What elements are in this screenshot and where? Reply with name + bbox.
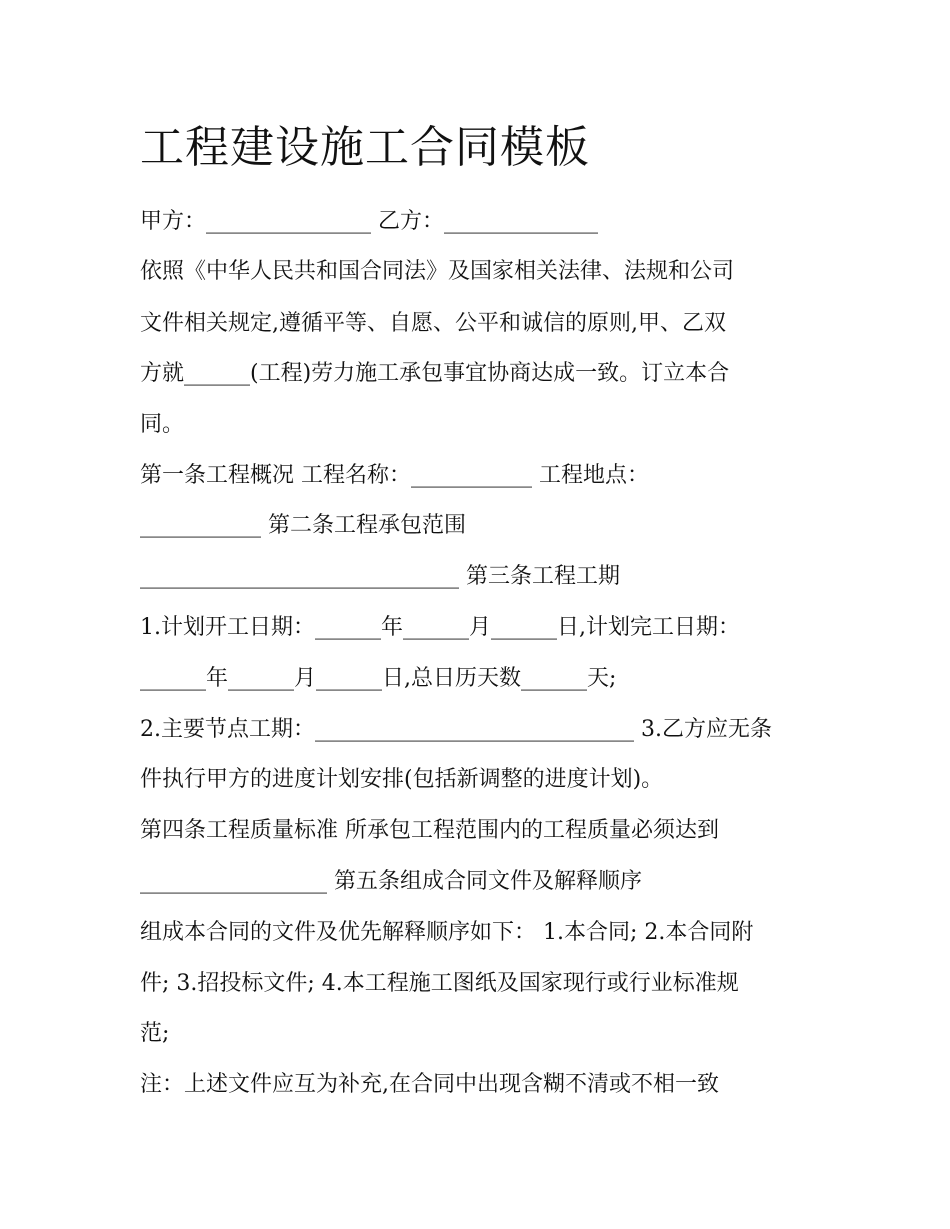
- article-2-line: ___________ 第二条工程承包范围: [140, 513, 466, 538]
- note-line: 注：上述文件应互为补充,在合同中出现含糊不清或不相一致: [140, 1072, 719, 1097]
- body-text-line: 件执行甲方的进度计划安排(包括新调整的进度计划)。: [140, 767, 664, 792]
- milestone-line: 2.主要节点工期：_____________________________ 3.乙方应无条: [140, 717, 772, 742]
- party-line: 甲方：_______________ 乙方：______________: [140, 209, 598, 234]
- article-3-line: _____________________________ 第三条工程工期: [140, 564, 620, 589]
- body-text-line: 范;: [140, 1021, 170, 1046]
- document-title: 工程建设施工合同模板: [140, 122, 590, 173]
- end-date-line: ______年______月______日,总日历天数______天;: [140, 666, 617, 691]
- body-text-line: 组成本合同的文件及优先解释顺序如下： 1.本合同; 2.本合同附: [140, 920, 754, 945]
- article-4-line: 第四条工程质量标准 所承包工程范围内的工程质量必须达到: [140, 818, 719, 843]
- body-text-line: 文件相关规定,遵循平等、自愿、公平和诚信的原则,甲、乙双: [140, 311, 726, 336]
- article-5-line: _________________ 第五条组成合同文件及解释顺序: [140, 869, 642, 894]
- body-text-line: 件; 3.招投标文件; 4.本工程施工图纸及国家现行或行业标准规: [140, 971, 739, 996]
- body-text-line: 依照《中华人民共和国合同法》及国家相关法律、法规和公司: [140, 259, 735, 284]
- article-1-line: 第一条工程概况 工程名称：___________ 工程地点：: [140, 463, 649, 488]
- body-text-line: 方就______(工程)劳力施工承包事宜协商达成一致。订立本合: [140, 361, 730, 386]
- body-text-line: 同。: [140, 412, 185, 437]
- start-date-line: 1.计划开工日期：______年______月______日,计划完工日期：: [140, 615, 740, 640]
